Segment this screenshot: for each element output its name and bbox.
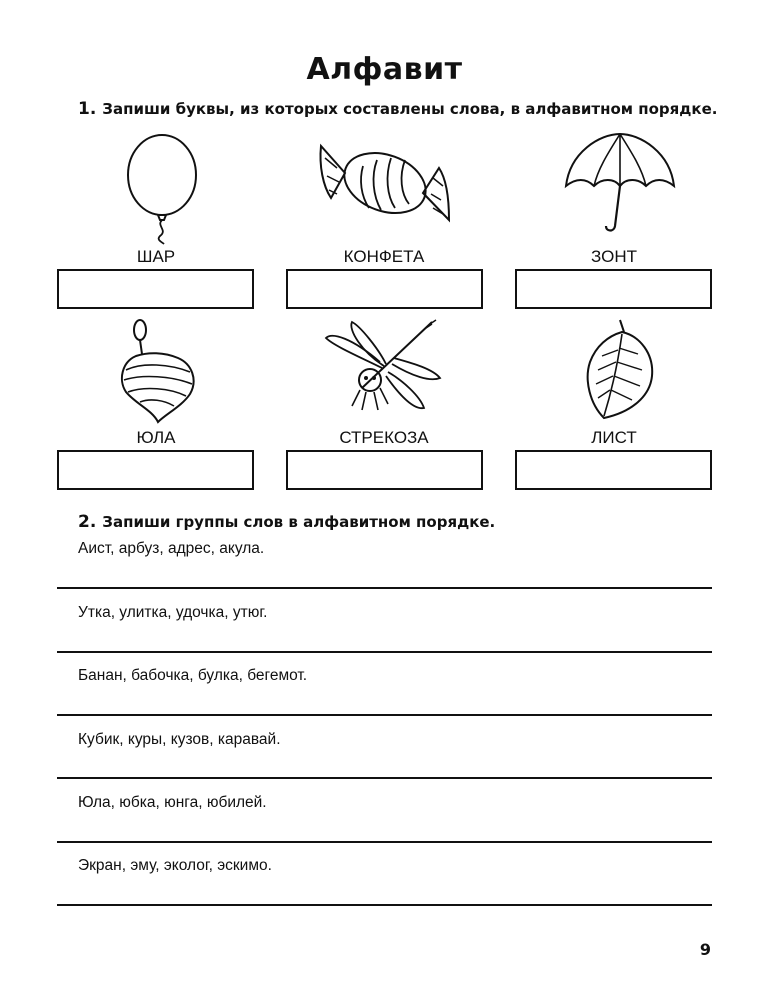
page-title: Алфавит — [306, 52, 463, 87]
word-group: Банан, бабочка, булка, бегемот. — [78, 667, 308, 684]
task-1-instruction — [78, 99, 717, 119]
umbrella-icon — [560, 128, 680, 238]
task-2-text: Запиши группы слов в алфавитном порядке. — [102, 513, 496, 531]
answer-box-zont[interactable] — [515, 269, 712, 309]
candy-icon — [315, 138, 455, 228]
word-label-konfeta: КОНФЕТА — [343, 247, 425, 266]
page-number: 9 — [699, 940, 711, 959]
answer-box-shar[interactable] — [57, 269, 254, 309]
answer-box-konfeta[interactable] — [286, 269, 483, 309]
answer-box-yula[interactable] — [57, 450, 254, 490]
answer-line[interactable] — [57, 714, 712, 716]
word-group: Юла, юбка, юнга, юбилей. — [78, 794, 267, 811]
dragonfly-icon — [322, 318, 444, 416]
answer-line[interactable] — [57, 651, 712, 653]
balloon-icon — [120, 130, 205, 245]
word-group: Кубик, куры, кузов, каравай. — [78, 731, 281, 748]
answer-line[interactable] — [57, 841, 712, 843]
task-1-number: 1. — [78, 99, 97, 119]
word-label-strekoza: СТРЕКОЗА — [339, 428, 429, 447]
answer-line[interactable] — [57, 587, 712, 589]
answer-line[interactable] — [57, 777, 712, 779]
word-label-yula: ЮЛА — [136, 428, 176, 447]
word-group: Аист, арбуз, адрес, акула. — [78, 540, 265, 557]
answer-box-strekoza[interactable] — [286, 450, 483, 490]
answer-line[interactable] — [57, 904, 712, 906]
word-label-shar: ШАР — [136, 247, 176, 266]
word-label-list: ЛИСТ — [591, 428, 637, 447]
word-label-zont: ЗОНТ — [591, 247, 637, 266]
task-1-text: Запиши буквы, из которых составлены слова, в алфавитном порядке. — [102, 100, 718, 118]
word-group: Экран, эму, эколог, эскимо. — [78, 857, 272, 874]
word-group: Утка, улитка, удочка, утюг. — [78, 604, 268, 621]
answer-box-list[interactable] — [515, 450, 712, 490]
task-2-instruction — [78, 512, 495, 532]
task-2-number: 2. — [78, 512, 97, 532]
leaf-icon — [580, 318, 660, 422]
spinning-top-icon — [112, 318, 202, 428]
